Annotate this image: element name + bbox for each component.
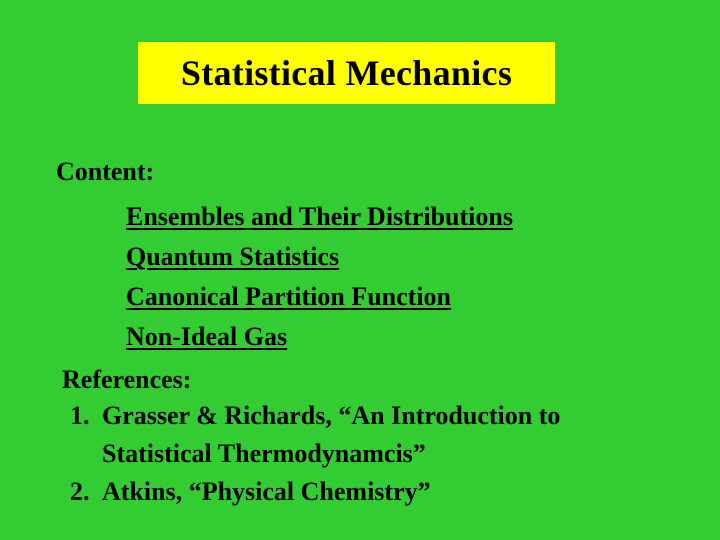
reference-item [70,473,560,511]
reference-text-line: Atkins, “Physical Chemistry” [102,477,431,506]
content-item-quantum-statistics[interactable]: Quantum Statistics [126,242,340,271]
list-item [126,277,513,317]
content-list [126,197,513,357]
references-list [70,397,560,511]
page-title: Statistical Mechanics [180,53,513,93]
list-item [126,317,513,357]
list-item [126,197,513,237]
reference-item [70,397,560,473]
content-heading: Content: [56,157,155,186]
reference-text-line: Grasser & Richards, “An Introduction to [102,401,561,430]
content-item-partition-function[interactable]: Canonical Partition Function [126,282,452,311]
list-item [126,237,513,277]
reference-text-line: Statistical Thermodynamcis” [102,439,426,468]
content-item-non-ideal-gas[interactable]: Non-Ideal Gas [126,322,288,351]
title-box [138,42,555,104]
reference-number: 1. [70,401,90,430]
content-item-ensembles[interactable]: Ensembles and Their Distributions [126,202,513,231]
reference-number: 2. [70,477,90,506]
references-heading: References: [62,365,192,394]
